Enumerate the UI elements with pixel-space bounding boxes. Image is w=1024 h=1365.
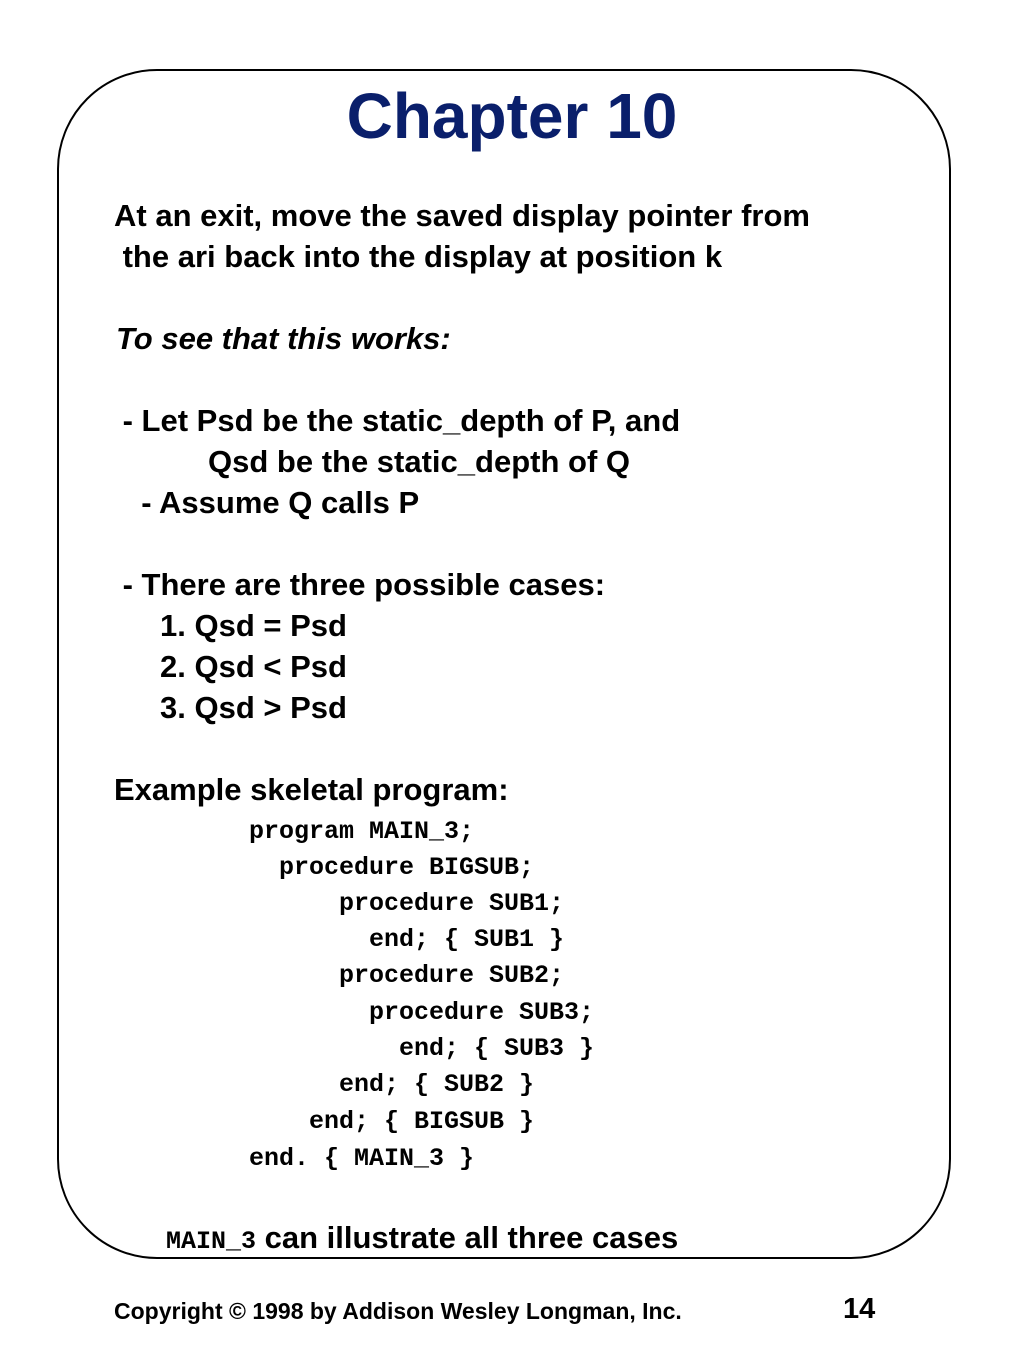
code-line: procedure SUB2; <box>279 961 565 990</box>
closing-text: can illustrate all three cases <box>256 1220 679 1255</box>
example-heading: Example skeletal program: <box>114 772 509 807</box>
code-line: program MAIN_3; <box>249 817 475 846</box>
bullet-cases: - There are three possible cases: <box>114 567 606 602</box>
copyright-text: Copyright © 1998 by Addison Wesley Longman, Inc. <box>114 1298 682 1324</box>
code-line: end; { BIGSUB } <box>249 1107 535 1136</box>
slide-title: Chapter 10 <box>346 80 678 152</box>
works-heading: To see that this works: <box>116 321 451 356</box>
intro-line-1: At an exit, move the saved display pointer from <box>114 198 810 233</box>
code-line: end; { SUB2 } <box>249 1070 535 1099</box>
case-item: 3. Qsd > Psd <box>160 690 347 725</box>
case-item: 1. Qsd = Psd <box>160 608 347 643</box>
closing-code: MAIN_3 <box>166 1227 257 1256</box>
code-line: end; { SUB1 } <box>279 925 565 954</box>
code-line: end; { SUB3 } <box>279 1034 595 1063</box>
intro-line-2: the ari back into the display at position k <box>114 239 723 274</box>
code-line: procedure SUB1; <box>279 889 565 918</box>
code-line: procedure BIGSUB; <box>249 853 535 882</box>
code-line: end. { MAIN_3 } <box>219 1144 475 1173</box>
page-number: 14 <box>843 1293 876 1325</box>
case-item: 2. Qsd < Psd <box>160 649 347 684</box>
bullet-assume: - Assume Q calls P <box>124 485 420 520</box>
closing-line <box>166 1218 678 1262</box>
bullet-psd: - Let Psd be the static_depth of P, and <box>114 403 681 438</box>
code-line: procedure SUB3; <box>279 998 595 1027</box>
bullet-qsd: Qsd be the static_depth of Q <box>208 444 630 479</box>
